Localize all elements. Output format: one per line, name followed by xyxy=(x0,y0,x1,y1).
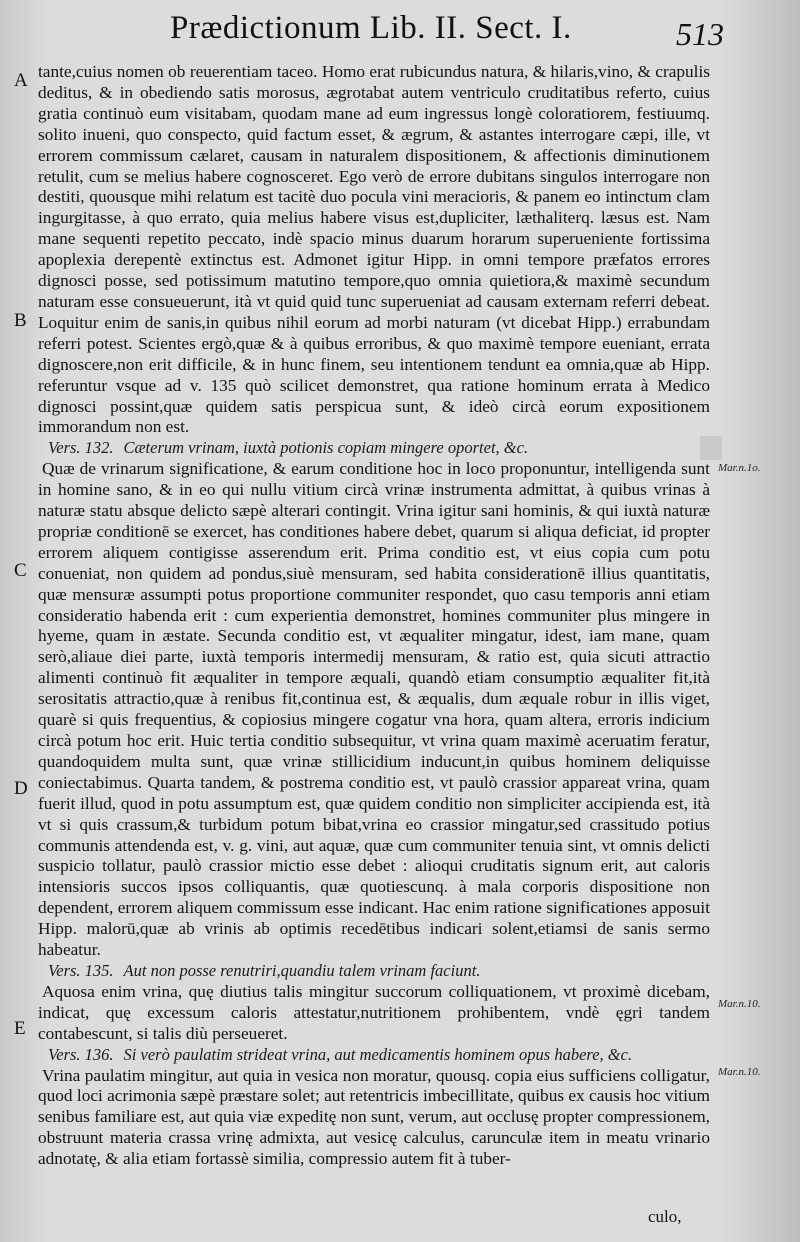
margin-note: Mar.n.10. xyxy=(718,998,761,1010)
verse-heading-136 xyxy=(38,1045,710,1066)
verse-text: Si verò paulatim strideat vrina, aut medicamentis hominem opus habere, &c. xyxy=(123,1044,633,1064)
margin-letter-c: C xyxy=(14,560,27,581)
verse-heading-132 xyxy=(38,438,710,459)
page-number: 513 xyxy=(676,16,724,52)
verse-number: Vers. 132. xyxy=(48,438,114,458)
catchword: culo, xyxy=(648,1207,682,1226)
verse-heading-135 xyxy=(38,961,710,982)
verse-text: Aut non posse renutriri,quandiu talem vrinam faciunt. xyxy=(123,960,481,980)
margin-note: Mar.n.1o. xyxy=(718,462,761,474)
paragraph-1: tante,cuius nomen ob reuerentiam taceo. Homo erat rubicundus natura, & hilaris,vino, & crapulis deditus, & in obediendo satis morosus, ægrotabat autem ventriculo cruditatibus referto, cuius gratia continuò eum visitabam, quodam mane ad eum ingressus longè coloratiorem, festiuumq. solito inueni, quo conspecto, quid factum esset, & ægrum, & astantes interrogare cæpi, ille, vt errorem commissum cælaret, causam in naturalem dispositionem, & affectionis diminutionem retulit, cum se melius habere cognosceret. Ego verò de errore dubitans singulos interrogare non destiti, quousque mihi relatum est tacitè duo pocula vini meracioris, & panem eo intinctum clam ingurgitasse, à quo errato, quia melius habere visus est,dupliciter, læthaliterq. læsus est. Nam mane sequenti repetito peccato, indè spacio minus duarum horarum superueniente fortissima apoplexia derepentè extinctus est. Admonet igitur Hipp. in omni tempore præfatos errores dignosci posse, sed potissimum matutino tempore,quo omnia quietiora,& maximè secundum naturam esse consueuerunt, ità vt quid quid tunc superueniat ad causam externam referri debeat. Loquitur enim de sanis,in quibus nihil eorum ad morbi naturam (vt dicebat Hipp.) errabundam referri potest. Scientes ergò,quæ & à quibus erroribus, & quo maximè tempore eueniant, errata dignoscere,non erit difficile, & in hunc finem, seu intentionem tendunt ea omnia,quæ ab Hipp. referuntur vsque ad v. 135 quò scilicet demonstret, qua ratione hominum errata à Medico dignosci possint,quæ quidem satis perspicua sunt, & ideò circà eorum expositionem immorandum non est. xyxy=(38,62,710,437)
paragraph-3: Aquosa enim vrina, quę diutius talis mingitur succorum colliquationem, vt proximè dicebam, indicat, quę excessum caloris attestatur,nutritionem prohibentem, vndè ęgri tandem contabescunt, si talis diù perseueret. xyxy=(38,981,710,1043)
verse-text: Cæterum vrinam, iuxtà potionis copiam mingere oportet, &c. xyxy=(123,438,529,458)
main-text-block xyxy=(38,62,710,1170)
margin-letter-d: D xyxy=(14,778,28,799)
verse-number: Vers. 136. xyxy=(48,1044,114,1064)
page-header xyxy=(170,10,730,60)
margin-letter-e: E xyxy=(14,1018,26,1039)
margin-letter-a: A xyxy=(14,70,28,91)
paragraph-4: Vrina paulatim mingitur, aut quia in vesica non moratur, quousq. copia eius sufficiens colligatur, quod loci acrimonia sæpè præstare solet; aut retentricis imbecillitate, quibus ex causis hoc vitium senibus familiare est, aut quia viæ expeditę non sunt, verum, aut occlusę propter compressionem, obstruunt materia crassa vrinę admixta, aut vesicę calculus, carunculæ item in meatu vrinario adnotatę, & alia etiam fortassè similia, compressio autem fit à tuber- xyxy=(38,1065,710,1169)
paragraph-2: Quæ de vrinarum significatione, & earum conditione hoc in loco proponuntur, intelligenda sunt in homine sano, & in eo qui nullu vitium circà vrinæ instrumenta admittat, à quibus vrinas à naturæ statu absque delicto sæpè alterari contingit. Vrina igitur sani hominis, & qui iuxtà naturæ propriæ conditionē se exercet, has conditiones habere debet, quarum si aliqua deficiat, id propter errorem aliquem contigisse asserendum erit. Prima conditio est, vt eius copia cum potu conueniat, non quidem ad pondus,siuè mensuram, sed habita considerationē illius quantitatis, quæ mensuræ assumpti potus proportione communiter respondet, quo casu temporis anni etiam consideratio habenda erit : cum experientia demonstret, homines communiter plus mingere in hyeme, quam in æstate. Secunda conditio est, vt æqualiter mingatur, idest, iam mane, quam serò,aliaue diei parte, iuxtà temporis intermedij mensuram, & ratio est, quia sicuti attractio alimenti continuò fit æqualiter in tempore æquali, quandò etiam consumptio æqualiter fit,ità serositatis attractio,quæ à renibus fit,continua est, & æqualis, dum æquale robur in illis viget, quarè si quis frequentius, & copiosius mingere cogatur vna hora, quam altera, erroris indicium circà potum hoc erit. Huic tertia conditio subsequitur, vt vrina quam maximè aceruatim feratur, quandoquidem multa sunt, quæ vrinæ stillicidium inducunt,in quibus hominem deliquisse coniectabimus. Quarta tandem, & postrema conditio est, vt paulò crassior appareat vrina, quam fuerit illud, quod in potu assumptum est, quæ quidem conditio non simpliciter accipienda est, ità vt si quis crassum,& turbidum potum bibat,vrina eo crassior mingatur,sed crassitudo potius communis attendenda est, v. g. vini, aut aquæ, quæ cum communiter tenuia sint, vt omnis delicti suspicio tollatur, paulò crassior mictio esse debet : alioqui cruditatis signum erit, aut caloris intensioris succos ipsos colliquantis, quæ quotiescunq. à mala corporis dispositione non dependent, errorem aliquem commissum esse indicant. Hac enim ratione significationes apposuit Hipp. malorū,quæ ab vrinis ab optimis recedētibus indicari solent,etiamsi de sanis sermo habeatur. xyxy=(38,459,710,960)
running-head: Prædictionum Lib. II. Sect. I. xyxy=(170,10,572,46)
margin-note: Mar.n.10. xyxy=(718,1066,761,1078)
margin-letter-b: B xyxy=(14,310,27,331)
verse-number: Vers. 135. xyxy=(48,960,114,980)
